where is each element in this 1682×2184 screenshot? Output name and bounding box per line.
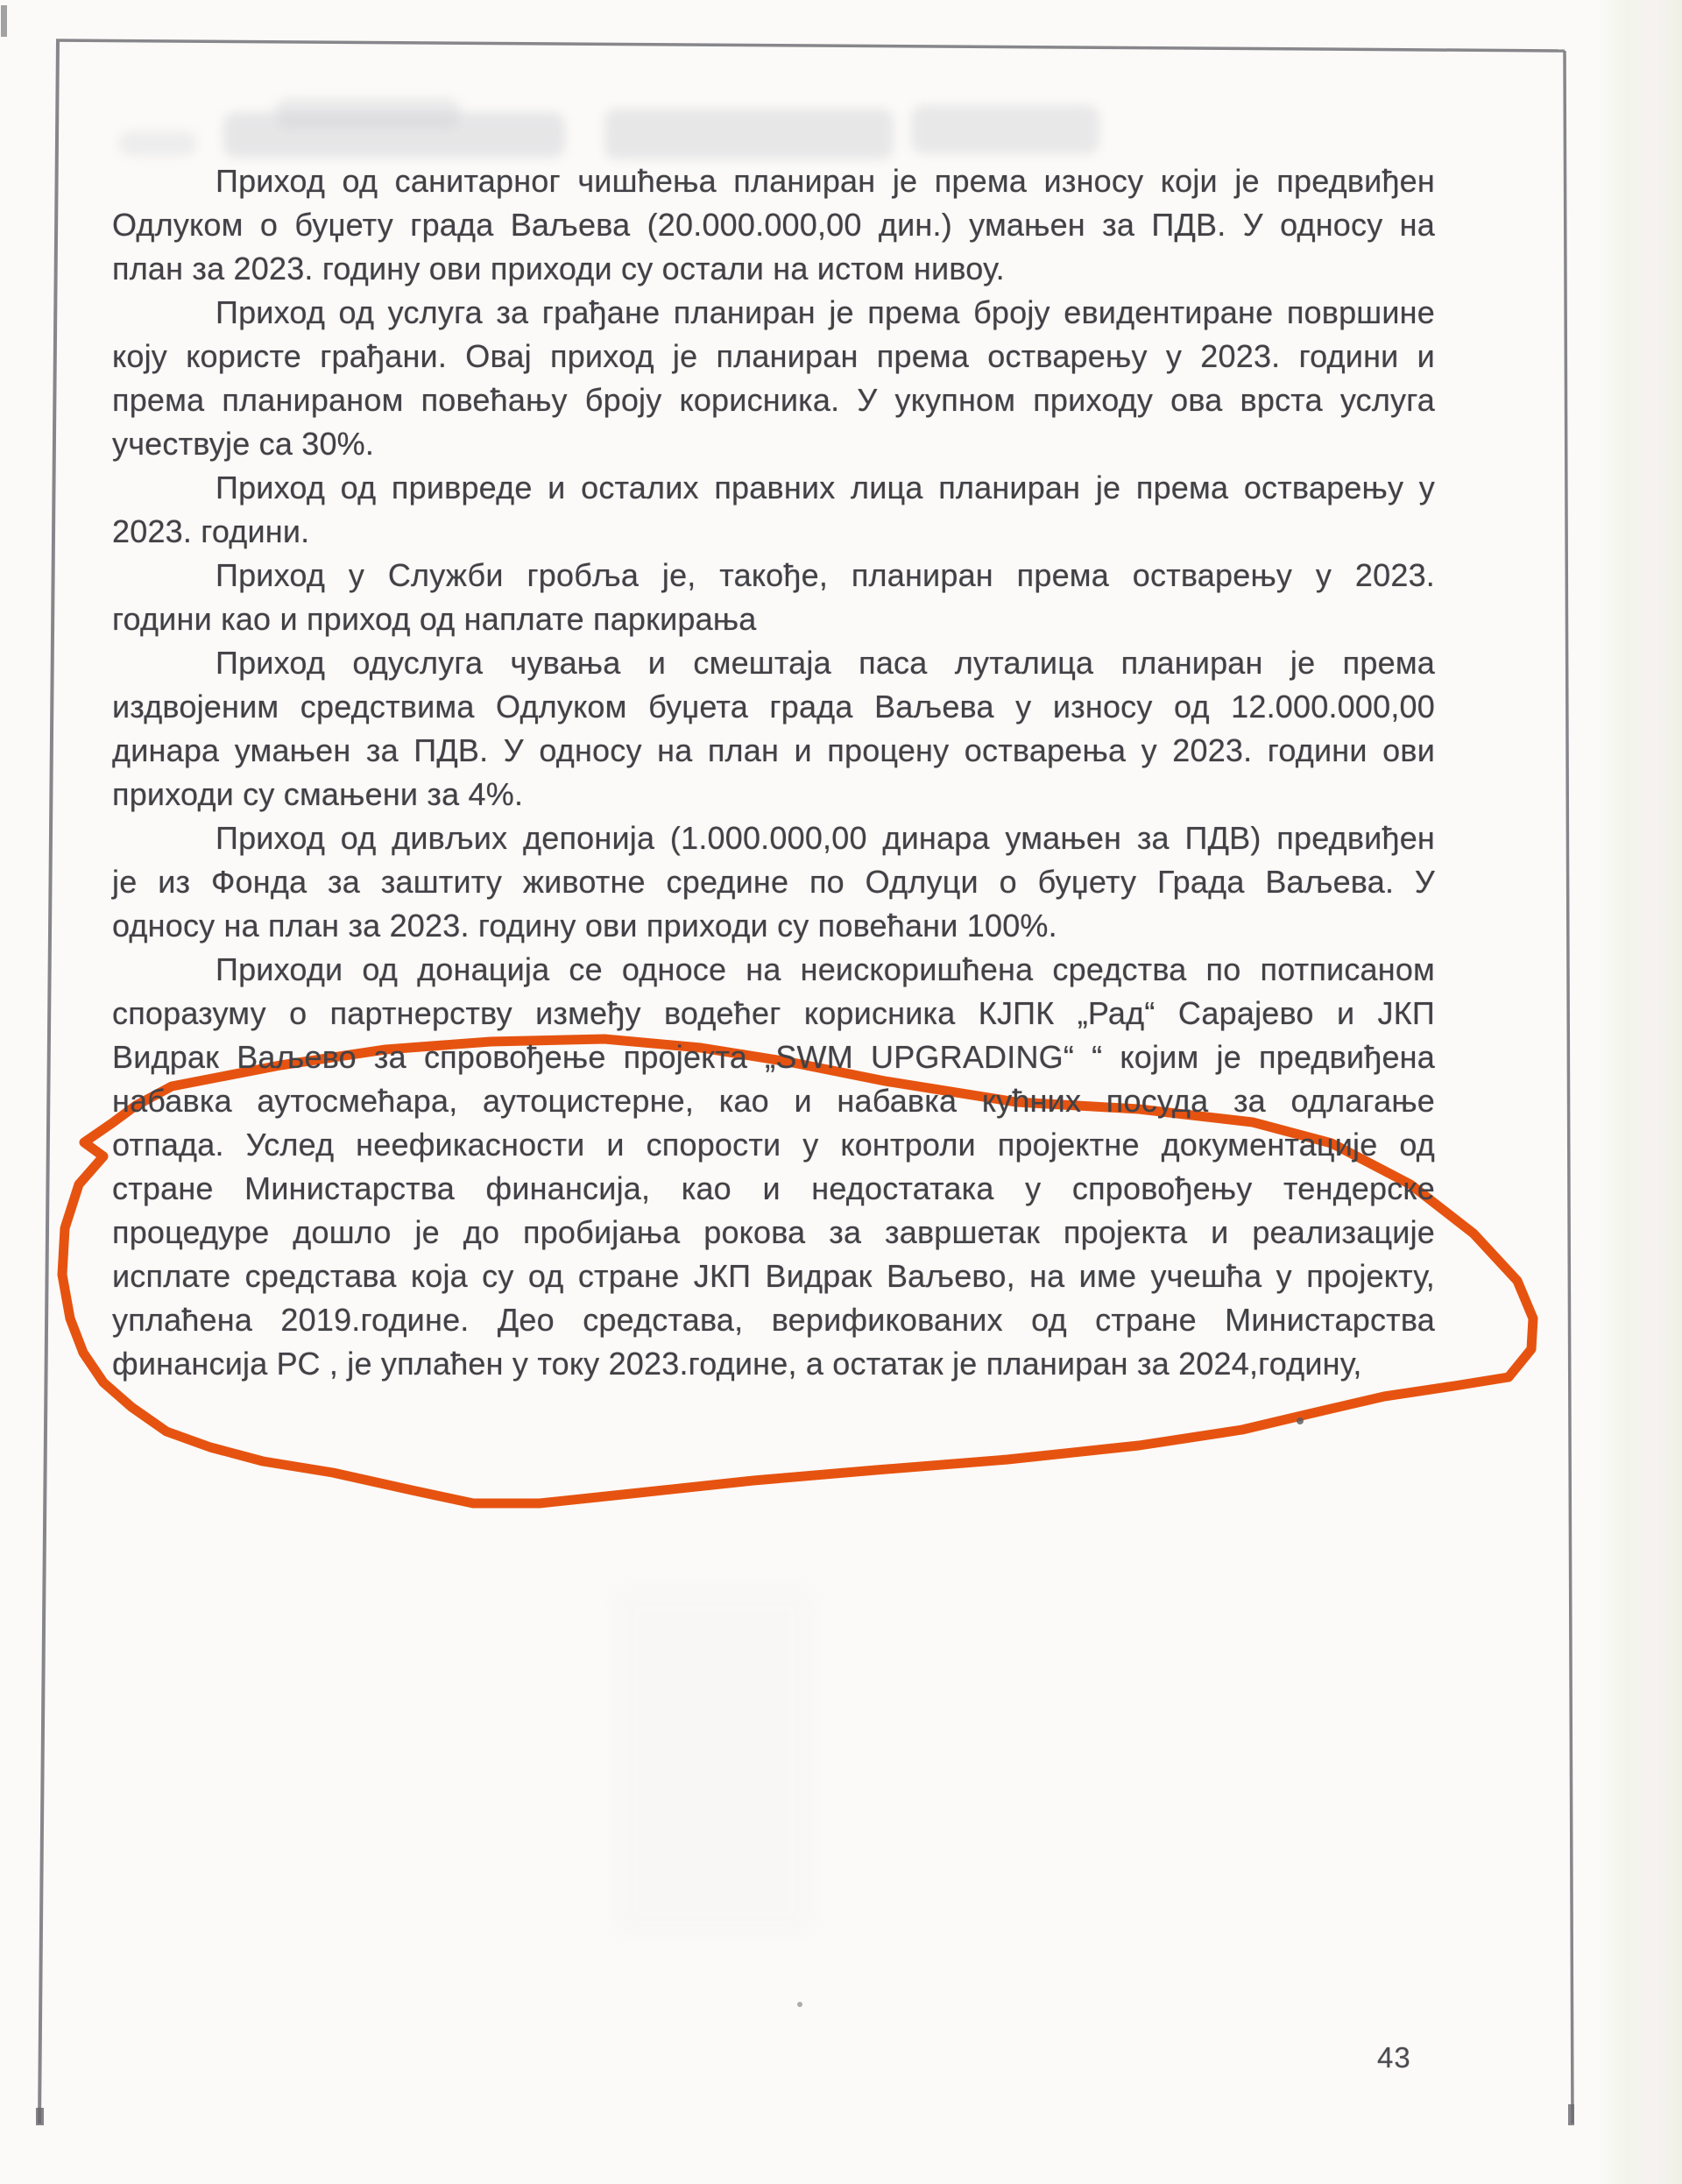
bleedthrough-smudge	[604, 109, 894, 159]
text-line: Приходи од донација се односе на неискоришћена средства по потписаном	[216, 951, 1435, 987]
text-line: исплате средстава која су од стране ЈКП Видрак Ваљево, на име учешћа у пројекту,	[112, 1258, 1435, 1294]
text-line: споразуму о партнерству између водећег корисника КЈПК „Рад“ Сарајево и ЈКП	[112, 995, 1435, 1031]
text-line: набавка аутосмећара, аутоцистерне, као и набавка кућних посуда за одлагање	[112, 1083, 1435, 1119]
frame-left-border	[39, 40, 58, 2124]
text-line: Приход одуслуга чувања и смештаја паса луталица планиран је према	[216, 645, 1435, 681]
frame-left-border-end	[36, 2108, 44, 2125]
text-line: Одлуком о буџету града Ваљева (20.000.000,00 дин.) умањен за ПДВ. У односу на	[112, 207, 1435, 243]
text-line: план за 2023. годину ови приходи су остали на истом нивоу.	[112, 251, 1005, 286]
bleedthrough-smudge	[613, 1586, 815, 1936]
text-line: отпада. Услед неефикасности и спорости у контроли пројектне документације од	[112, 1127, 1435, 1163]
bleedthrough-smudge	[911, 105, 1099, 154]
text-line: према планираном повећању броју корисника. У укупном приходу ова врста услуга	[112, 382, 1435, 418]
text-line: уплаћена 2019.године. Део средстава, верификованих од стране Министарства	[112, 1302, 1435, 1338]
document-text	[112, 159, 1435, 1386]
text-line: Приход од дивљих депонија (1.000.000,00 динара умањен за ПДВ) предвиђен	[216, 820, 1435, 856]
text-line: стране Министарства финансија, као и недостатака у спровођењу тендерске	[112, 1170, 1435, 1206]
text-line: Видрак Ваљево за спровођење пројекта „SWM UPGRADING“ “ којим је предвиђена	[112, 1039, 1435, 1075]
text-line: приходи су смањени за 4%.	[112, 776, 524, 812]
text-line: Приход од услуга за грађане планиран је према броју евидентиране површине	[216, 294, 1435, 330]
text-line: процедуре дошло је до пробијања рокова за завршетак пројекта и реализације	[112, 1214, 1435, 1250]
frame-right-border	[1565, 51, 1572, 2124]
text-line: години као и приход од наплате паркирања	[112, 601, 757, 637]
text-line: Приход у Служби гробља је, такође, планиран према остварењу у 2023.	[216, 557, 1435, 593]
page-number: 43	[1377, 2041, 1411, 2074]
text-line: је из Фонда за заштиту животне средине по Одлуци о буџету Града Ваљева. У	[112, 864, 1435, 900]
text-line: Приход од привреде и осталих правних лица планиран је према остварењу у	[216, 470, 1435, 505]
scan-edge-tint	[1598, 0, 1682, 2184]
stray-speck	[797, 2002, 802, 2007]
bleedthrough-smudge	[118, 131, 197, 156]
text-line: финансија РС , је уплаћен у току 2023.године, а остатак је планиран за 2024,годину,	[112, 1346, 1362, 1382]
bleedthrough-smudge	[276, 98, 460, 128]
text-line: издвојеним средствима Одлуком буџета града Ваљева у износу од 12.000.000,00	[112, 689, 1435, 724]
frame-top-border	[56, 40, 1565, 51]
stray-dot-mark	[1297, 1417, 1304, 1424]
text-line: динара умањен за ПДВ. У односу на план и процену остварења у 2023. години ови	[112, 732, 1435, 768]
text-line: Приход од санитарног чишћења планиран је према износу који је предвиђен	[216, 163, 1435, 199]
scan-edge-mark	[1, 5, 7, 37]
text-line: односу на план за 2023. годину ови приходи су повећани 100%.	[112, 908, 1057, 944]
text-line: 2023. години.	[112, 513, 310, 549]
text-line: коју користе грађани. Овај приход је планиран према остварењу у 2023. години и	[112, 338, 1435, 374]
text-line: учествује са 30%.	[112, 426, 375, 462]
frame-right-border-end	[1568, 2104, 1574, 2125]
